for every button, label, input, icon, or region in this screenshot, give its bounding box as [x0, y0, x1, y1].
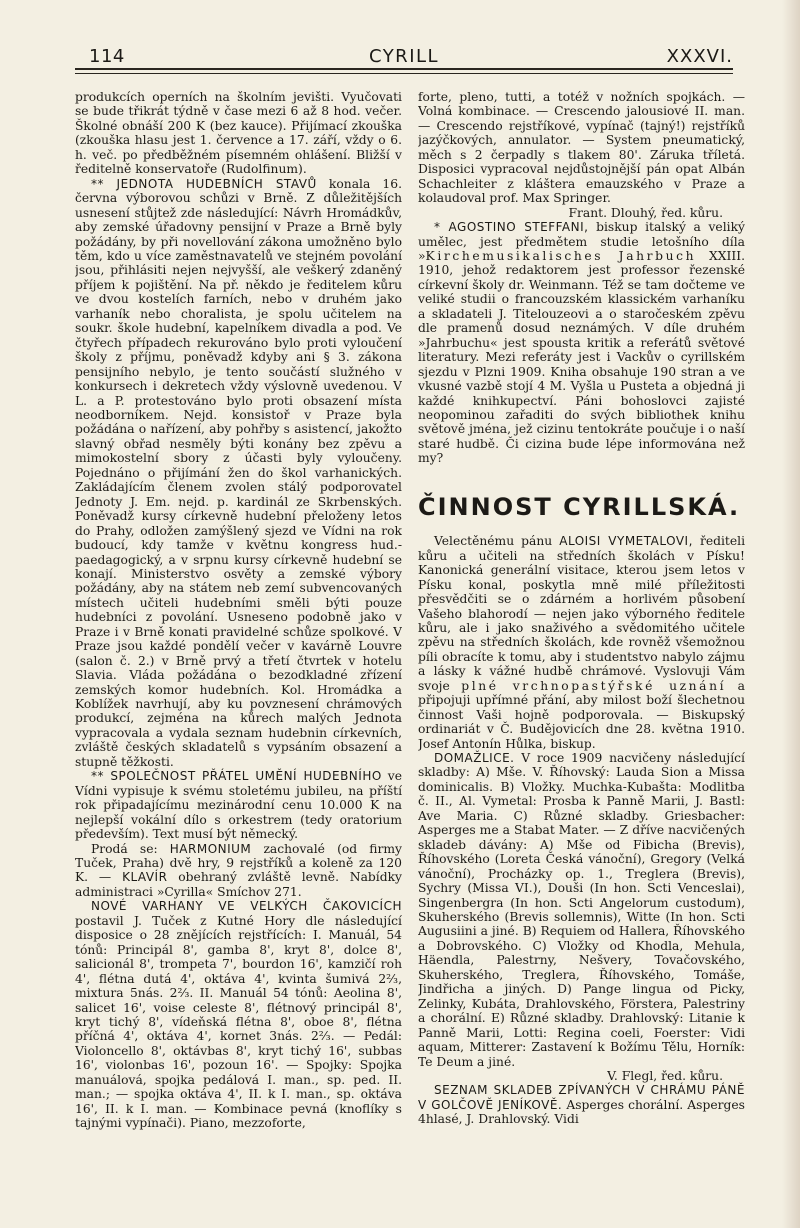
header-rule	[75, 68, 733, 74]
domazlice-paragraph	[418, 751, 745, 1069]
journal-title: CYRILL	[368, 46, 440, 67]
organ-heading: NOVÉ VARHANY VE VELKÝCH ČAKOVICÍCH	[91, 899, 402, 914]
seznam-heading: SEZNAM SKLADEB ZPÍVANÝCH V CHRÁMU PÁNĚ V GOLČOVĚ JENÍKOVĚ.	[418, 1083, 745, 1112]
signature-dlouhy: Frant. Dlouhý, řed. kůru.	[568, 205, 723, 220]
right-column	[418, 90, 745, 1200]
harmonium-heading: HARMONIUM	[169, 841, 252, 856]
steffani-heading: * AGOSTINO STEFFANI,	[434, 220, 589, 235]
domazlice-heading: DOMAŽLICE.	[434, 751, 515, 766]
vymetal-heading: ALOISI VYMETALOVI,	[559, 534, 693, 549]
vymetal-lead: Velectěnému pánu	[434, 534, 553, 549]
jednota-paragraph	[75, 177, 402, 770]
section-title: ČINNOST CYRILLSKÁ.	[418, 492, 741, 521]
klavir-heading: KLAVÍR	[122, 870, 168, 885]
organ-text: postavil J. Tuček z Kutné Hory dle následující disposice o 28 znějících rejstřících: I. Manuál, 54 tónů: Principál 8', gamba 8', kryt 8', dolce 8', salicionál 8', trompeta 7', bourdon 16', kamzičí roh 4', flétna dutá 4', oktáva 4', kvinta šumivá 2⅔, mixtura 5nás. 2⅔. II. Manuál 54 tónů: Aeolina 8', salicet 16', voise celeste 8', flétnový principál 8', kryt tichý 8', vídeňská flétna 8', oboe 8', flétna příčná 4', oktáva 4', kornet 3nás. 2⅔. — Pedál: Violoncello 8', oktávbas 8', kryt tichý 16', subbas 16', violonbas 16', pozoun 16'. — Spojky: Spojka manuálová, spojka pedálová I. man., sp. ped. II. man.; — spojka oktáva 4', II. k I. man., sp. oktáva 16', II. k I. man. — Kombinace pevná (knoflíky s tajnými vypínači). Piano, mezzoforte,	[75, 913, 402, 1131]
page-header	[75, 40, 733, 68]
page-edge-shadow	[782, 0, 800, 1228]
steffani-text-a: biskup italský a veliký umělec, jest předmětem studie letošního díla »	[418, 220, 745, 263]
jednota-text: konala 16. června výborovou schůzi v Brně. Z důležitějších usnesení stůjtež zde následující: Návrh Hromádkův, aby zemské úřadovny pensijní v Praze a Brně byly požádány, by při novellování zákona umožněno bylo těm, kdo u více zaměstnavatelů ve stejném povolání jsou, přihlásiti nejen nejvyšší, ale veškerý zdaněný příjem k pojištění. Na př. někdo je ředitelem kůru ve dvou kostelích farních, nebo v druhém jako varhaník nebo choralista, je spolu učitelem na soukr. škole hudební, kapelníkem divadla a pod. Ve čtyřech případech rekurováno bylo proti vyloučení školy z příjmu, poněvadž kdyby ani § 3. zákona pensijního nebylo, je tento součástí služného v konkursech i dekretech vždy výslovně uvedenou. V L. a P. protestováno bylo proti obsazení místa neodborníkem. Nejd. konsistoř v Praze byla požádána o nařízení, aby pohřby s asistencí, jakožto slavný obřad nesměly býti konány bez zpěvu a mimokostelní sbory z účasti byly vyloučeny. Pojednáno o přijímání žen do škol varhanických. Zakládajícím členem zvolen stálý podporovatel Jednoty J. Em. nejd. p. kardinál ze Skrbenských. Poněvadž kursy církevně hudební přeloženy letos do Prahy, odložen zamýšlený sjezd ve Vídni na rok budoucí, kdy tamže v květnu kongress hud.-paedagogický, a v srpnu kursy církevně hudební se konají. Ministerstvo osvěty a zemské výbory požádány, aby na státem neb zemí subvencovaných místech učiteli hudebními směli býti pouze hudebníci z povolání. Usneseno podobně jako v Praze i v Brně konati pravidelné schůze spolkové. V Praze jsou každé pondělí večer v kavárně Louvre (salon č. 2.) v Brně prvý a třetí čtvrtek v hotelu Slavia. Vláda požádána o bezodkladné zřízení zemských komor hudebních. Kol. Hromádka a Koblížek navrhují, aby ku povznesení chrámových produkcí, zejména na kůrech malých Jednota vypracovala a vydala seznam hudebnin církevních, zvláště českých skladatelů s vypsáním obsazení a stupně těžkosti.	[75, 176, 402, 769]
sale-paragraph	[75, 842, 402, 900]
vymetal-text-a: řediteli kůru a učiteli na středních školách v Písku! Kanonická generální visitace, kterou jsem letos v Písku konal, poskytla mně milé příležitosti přesvědčiti se o zdárném a horlivém působení Vašeho blahorodí — nejen jako výborného ředitele kůru, ale i jako snaživého a svědomitého učitele zpěvu na středních školách, kde rovněž všemožnou píli obracíte k tomu, aby i studentstvo nabylo zájmu a lásky k vážné hudbě chrámové. Vyslovuji Vám svoje	[418, 534, 745, 693]
organ-continued-paragraph: forte, pleno, tutti, a totéž v nožních spojkách. — Volná kombinace. — Crescendo jalousiové II. man. — Crescendo rejstříkové, vypínač (tajný!) rejstříků jazýčkových, annulator. — System pneumatický, měch s 2 čerpadly s tlakem 80'. Záruka tříletá. Disposici vypracoval nejdůstojnější pán opat Albán Schachleiter z kláštera emauzského v Praze a kolaudoval prof. Max Springer.	[418, 90, 745, 206]
spolecnost-paragraph	[75, 769, 402, 841]
domazlice-text: V roce 1909 nacvičeny následující skladby: A) Mše. V. Říhovský: Lauda Sion a Missa dominicalis. B) Vložky. Muchka-Kubašta: Modlitba č. II., Al. Vymetal: Prosba k Panně Marii, J. Bastl: Ave Maria. C) Různé skladby. Griesbacher: Asperges me a Stabat Mater. — Z dříve nacvičených skladeb dávány: A) Mše od Fibicha (Brevis), Říhovského (Loreta Česká vánoční), Gregory (Velká vánoční), Procházky op. 1., Treglera (Brevis), Sychry (Missa VI.), Douši (In hon. Scti Venceslai), Singenbergra (In hon. Scti Angelorum custodum), Skuherského (Brevis sollemnis), Witte (In hon. Scti Augusiini a jiné. B) Requiem od Hallera, Říhovského a Dobrovského. C) Vložky od Khodla, Mehula, Häendla, Palestrny, Nešvery, Tovačovského, Skuherského, Treglera, Říhovského, Tomáše, Jindřicha a jiných. D) Pange lingua od Picky, Zelinky, Kubáta, Drahlovského, Förstera, Palestriny a chorální. E) Různé skladby. Drahlovský: Litanie k Panně Marii, Lotti: Regina coeli, Foerster: Vidi aquam, Mitterer: Zastavení k Božímu Tělu, Horník: Te Deum a jiné.	[418, 751, 745, 1069]
jednota-heading: ** JEDNOTA HUDEBNÍCH STAVŮ	[91, 176, 317, 191]
steffani-text-b: XXIII. 1910, jehož redaktorem jest professor řezenské církevní školy dr. Weinmann. Též se tam dočteme ve veliké studii o francouzském klassickém varhaníku a skladateli J. Titelouzeovi a o staročeském zpěvu dle pramenů dosud neznámých. V díle druhém »Jahrbuchu« jest spousta kritik a referátů světové literatury. Mezi referáty jest i Vackův o cyrillském sjezdu v Plzni 1909. Kniha obsahuje 190 stran a ve vkusné vazbě stojí 4 M. Vyšla u Pusteta a objedná ji každé knihkupectví. Páni bohoslovci zajisté neopominou zařaditi do svých bibliothek knihu světově jména, jež cizinu tentokráte poučuje i o naší staré hudbě. Či cizina bude lépe informována než my?	[418, 248, 745, 466]
sale-lead: Prodá se:	[91, 841, 158, 856]
organ-paragraph	[75, 899, 402, 1130]
steffani-paragraph	[418, 220, 745, 466]
page-number: 114	[89, 46, 125, 67]
recognition-phrase: plné vrchnopastýřské uznání	[461, 678, 727, 693]
vymetal-paragraph	[418, 534, 745, 751]
sale-mid: zachovalé (od firmy Tuček, Praha) dvě hry, 9 rejstříků a koleně za 120 K. —	[75, 841, 402, 885]
seznam-paragraph	[418, 1083, 745, 1126]
vymetal-text-b: a připojuji upřímné přání, aby milost boží šlechetnou činnost Vaši hojně podporovala. — Biskupský ordinariát v Č. Budějovicích dne 28. května 1910. Josef Antonín Hůlka, biskup.	[418, 678, 745, 751]
spolecnost-text: ve Vídni vypisuje k svému stoletému jubileu, na příští rok připadajícímu mezinárodní cenu 10.000 K na nejlepší vokální dílo s orkestrem (tedy oratorium především). Text musí být německý.	[75, 769, 402, 842]
volume-number: XXXVI.	[666, 46, 733, 67]
seznam-text: Asperges chorální. Asperges 4hlasé, J. Drahlovský. Vidi	[418, 1097, 745, 1127]
left-column	[75, 90, 402, 1200]
signature-flegl: V. Flegl, řed. kůru.	[607, 1069, 723, 1083]
sale-tail: obehraný zvláště levně. Nabídky administraci »Cyrilla« Smíchov 271.	[75, 870, 402, 899]
jahrbuch-title: Kirchemusikalisches Jahrbuch	[425, 248, 697, 263]
spolecnost-heading: ** SPOLEČNOST PŘÁTEL UMĚNÍ HUDEBNÍHO	[91, 769, 382, 784]
conservatory-paragraph: produkcích operních na školním jevišti. Vyučovati se bude třikrát týdně v čase mezi 6 až 8 hod. večer. Školné obnáší 200 K (bez kauce). Přijímací zkouška (zkouška hlasu jest 1. července a 17. září, vždy o 6. h. več. po předběžném písemném ohlášení. Bližší v ředitelně konservatoře (Rudolfinum).	[75, 90, 402, 177]
